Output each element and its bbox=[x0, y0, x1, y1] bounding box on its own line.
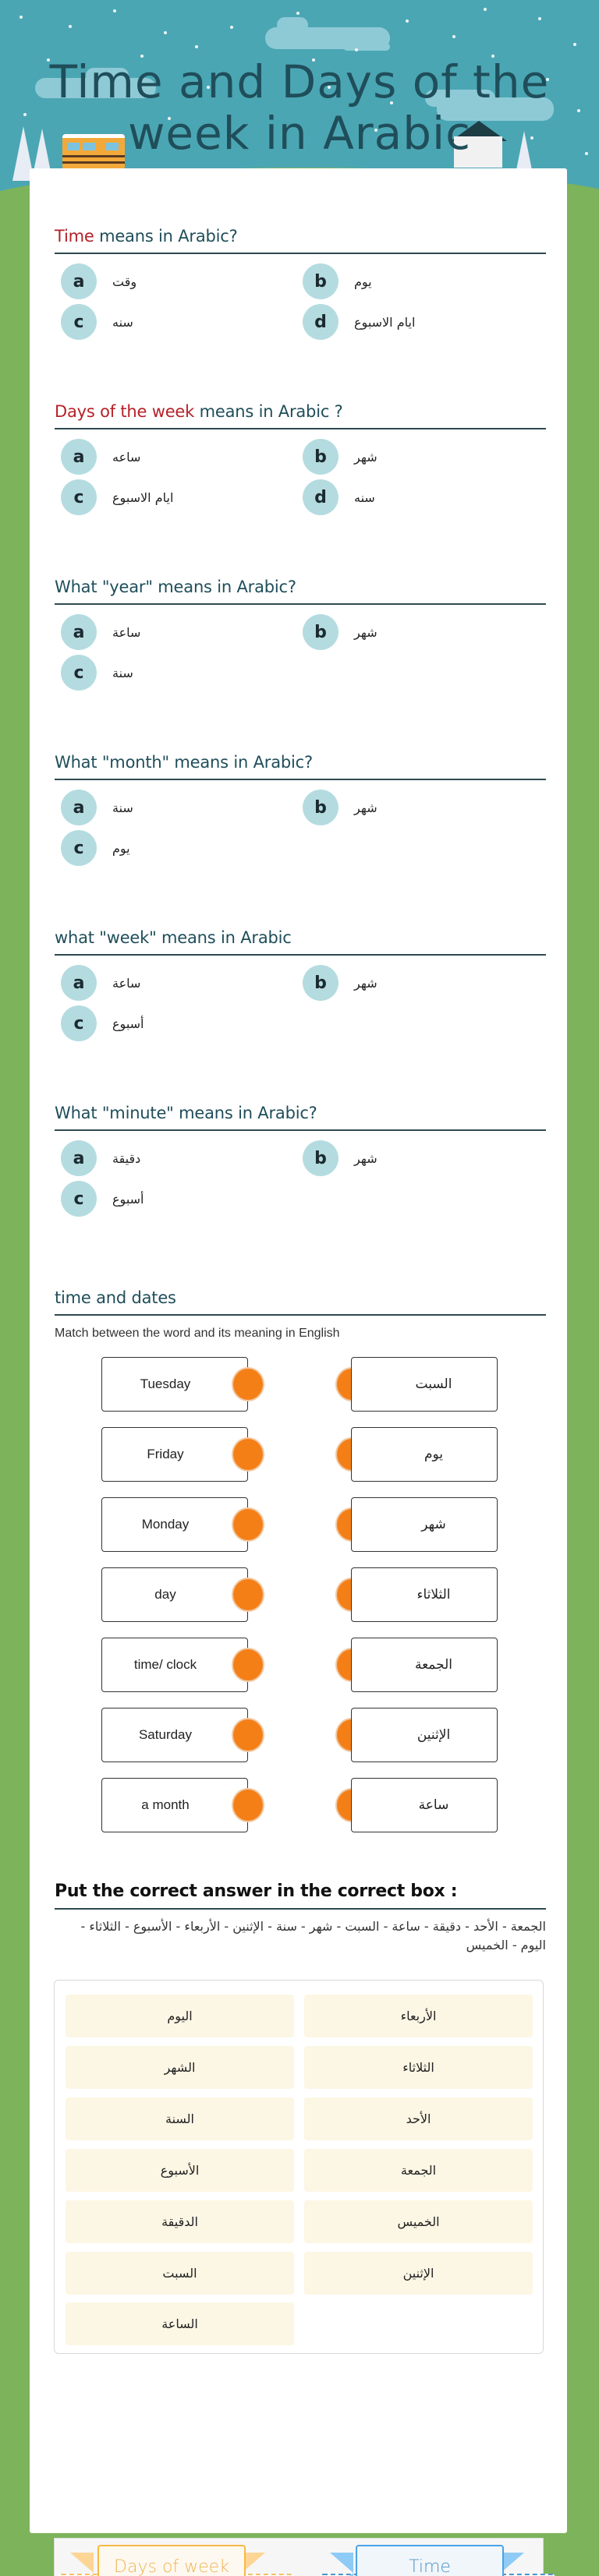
match-connector-dot[interactable] bbox=[232, 1367, 264, 1401]
question-2 bbox=[55, 400, 546, 507]
match-row bbox=[55, 1567, 546, 1622]
draggable-chip[interactable]: الساعة bbox=[66, 2302, 294, 2345]
divider bbox=[55, 1314, 546, 1316]
option-b[interactable] bbox=[303, 965, 537, 1001]
option-text: سنه bbox=[354, 489, 375, 505]
divider bbox=[55, 779, 546, 780]
option-text: وقت bbox=[112, 274, 137, 289]
option-text: ايام الاسبوع bbox=[112, 489, 174, 505]
matching-instruction: Match between the word and its meaning in English bbox=[55, 1327, 340, 1340]
option-letter: b bbox=[303, 965, 338, 1001]
option-text: أسبوع bbox=[112, 1016, 144, 1031]
option-text: يوم bbox=[354, 274, 372, 289]
draggable-chip[interactable]: اليوم bbox=[66, 1995, 294, 2037]
bin-label-time: Time bbox=[356, 2545, 504, 2576]
draggable-chip[interactable]: الدقيقة bbox=[66, 2200, 294, 2243]
ribbon-tail-icon bbox=[501, 2553, 524, 2576]
question-heading bbox=[55, 751, 546, 774]
match-row bbox=[55, 1497, 546, 1552]
sorting-exercise bbox=[30, 1878, 567, 2576]
divider bbox=[55, 1129, 546, 1131]
question-heading bbox=[55, 1101, 546, 1125]
match-item-left[interactable]: Monday bbox=[101, 1497, 248, 1552]
match-item-left[interactable]: Friday bbox=[101, 1427, 248, 1482]
divider bbox=[55, 954, 546, 956]
option-text: أسبوع bbox=[112, 1191, 144, 1207]
question-text: means in Arabic ? bbox=[194, 402, 343, 421]
option-b[interactable] bbox=[303, 439, 537, 475]
option-letter: c bbox=[61, 830, 97, 866]
option-text: ايام الاسبوع bbox=[354, 314, 416, 330]
draggable-chip[interactable]: السنة bbox=[66, 2097, 294, 2140]
match-item-left[interactable]: Tuesday bbox=[101, 1357, 248, 1412]
matching-exercise bbox=[55, 1286, 546, 1813]
question-text: what "week" means in Arabic bbox=[55, 928, 292, 947]
cloud-decoration bbox=[343, 43, 390, 51]
question-text: means in Arabic? bbox=[94, 227, 238, 246]
option-letter: b bbox=[303, 1140, 338, 1176]
option-c[interactable] bbox=[61, 830, 295, 866]
match-item-right[interactable]: السبت bbox=[351, 1357, 498, 1412]
cloud-decoration bbox=[277, 17, 308, 33]
match-item-left[interactable]: a month bbox=[101, 1778, 248, 1832]
matching-heading: time and dates bbox=[55, 1288, 176, 1307]
option-text: شهر bbox=[354, 1150, 377, 1166]
option-c[interactable] bbox=[61, 655, 295, 691]
option-a[interactable] bbox=[61, 263, 295, 299]
option-a[interactable] bbox=[61, 790, 295, 825]
draggable-chip[interactable]: الأربعاء bbox=[304, 1995, 533, 2037]
match-item-right[interactable]: الجمعة bbox=[351, 1638, 498, 1692]
option-c[interactable] bbox=[61, 304, 295, 340]
match-connector-dot[interactable] bbox=[232, 1648, 264, 1682]
option-c[interactable] bbox=[61, 479, 295, 515]
option-text: سنة bbox=[112, 800, 133, 815]
option-text: ساعة bbox=[112, 624, 141, 640]
match-connector-dot[interactable] bbox=[232, 1788, 264, 1822]
option-letter: b bbox=[303, 790, 338, 825]
question-3 bbox=[55, 575, 546, 683]
question-heading bbox=[55, 400, 546, 423]
option-letter: c bbox=[61, 655, 97, 691]
match-item-left[interactable]: Saturday bbox=[101, 1708, 248, 1762]
question-text: What "month" means in Arabic? bbox=[55, 753, 313, 772]
question-highlight: Days of the week bbox=[55, 402, 195, 421]
match-row bbox=[55, 1427, 546, 1482]
option-text: يوم bbox=[112, 840, 130, 856]
option-b[interactable] bbox=[303, 790, 537, 825]
option-d[interactable] bbox=[303, 304, 537, 340]
match-connector-dot[interactable] bbox=[232, 1437, 264, 1472]
option-text: ساعه bbox=[112, 449, 141, 465]
match-connector-dot[interactable] bbox=[232, 1578, 264, 1612]
option-letter: a bbox=[61, 614, 97, 650]
draggable-chip[interactable]: الأسبوع bbox=[66, 2149, 294, 2192]
option-d[interactable] bbox=[303, 479, 537, 515]
option-c[interactable] bbox=[61, 1181, 295, 1217]
option-text: شهر bbox=[354, 624, 377, 640]
option-b[interactable] bbox=[303, 1140, 537, 1176]
match-connector-dot[interactable] bbox=[232, 1718, 264, 1752]
question-text: What "year" means in Arabic? bbox=[55, 578, 296, 596]
page-title: Time and Days of the week in Arabic bbox=[49, 55, 550, 160]
option-a[interactable] bbox=[61, 439, 295, 475]
match-item-right[interactable]: يوم bbox=[351, 1427, 498, 1482]
option-letter: d bbox=[303, 479, 338, 515]
option-text: سنه bbox=[112, 314, 133, 330]
match-item-right[interactable]: الثلاثاء bbox=[351, 1567, 498, 1622]
draggable-chip[interactable]: الأحد bbox=[304, 2097, 533, 2140]
option-letter: c bbox=[61, 304, 97, 340]
option-text: ساعة bbox=[112, 975, 141, 991]
divider bbox=[55, 253, 546, 254]
option-a[interactable] bbox=[61, 1140, 295, 1176]
option-letter: a bbox=[61, 1140, 97, 1176]
option-letter: d bbox=[303, 304, 338, 340]
option-text: شهر bbox=[354, 800, 377, 815]
option-letter: a bbox=[61, 790, 97, 825]
header-banner bbox=[0, 0, 599, 195]
match-item-right[interactable]: ساعة bbox=[351, 1778, 498, 1832]
question-highlight: Time bbox=[55, 227, 94, 246]
word-list: الجمعة - الأحد - دقيقة - ساعة - السبت - شهر - سنة - الإثنين - الأربعاء - الأسبوع - الثلاثاء - اليوم - الخميس bbox=[80, 1919, 546, 1952]
draggable-chip[interactable]: الشهر bbox=[66, 2046, 294, 2089]
ribbon-tail-icon bbox=[70, 2553, 94, 2576]
match-item-right[interactable]: شهر bbox=[351, 1497, 498, 1552]
match-row bbox=[55, 1638, 546, 1692]
option-a[interactable] bbox=[61, 965, 295, 1001]
question-5 bbox=[55, 926, 546, 1034]
ribbon-tail-icon bbox=[330, 2553, 353, 2576]
divider bbox=[55, 603, 546, 605]
option-text: شهر bbox=[354, 449, 377, 465]
match-row bbox=[55, 1778, 546, 1832]
option-letter: b bbox=[303, 614, 338, 650]
match-item-left[interactable]: time/ clock bbox=[101, 1638, 248, 1692]
option-letter: b bbox=[303, 263, 338, 299]
question-1 bbox=[55, 224, 546, 332]
match-connector-dot[interactable] bbox=[232, 1507, 264, 1542]
match-item-left[interactable]: day bbox=[101, 1567, 248, 1622]
option-letter: a bbox=[61, 965, 97, 1001]
draggable-chip[interactable]: الإثنين bbox=[304, 2252, 533, 2295]
match-row bbox=[55, 1357, 546, 1412]
draggable-chip[interactable]: السبت bbox=[66, 2252, 294, 2295]
sorting-heading: Put the correct answer in the correct box : bbox=[55, 1882, 458, 1901]
option-text: شهر bbox=[354, 975, 377, 991]
question-heading bbox=[55, 575, 546, 599]
option-letter: c bbox=[61, 1181, 97, 1217]
option-b[interactable] bbox=[303, 614, 537, 650]
match-row bbox=[55, 1708, 546, 1762]
worksheet-card bbox=[30, 168, 567, 2576]
draggable-chip[interactable]: الجمعة bbox=[304, 2149, 533, 2192]
option-letter: c bbox=[61, 1005, 97, 1041]
option-letter: b bbox=[303, 439, 338, 475]
divider bbox=[55, 428, 546, 429]
option-c[interactable] bbox=[61, 1005, 295, 1041]
option-letter: a bbox=[61, 439, 97, 475]
option-letter: c bbox=[61, 479, 97, 515]
option-letter: a bbox=[61, 263, 97, 299]
match-item-right[interactable]: الإثنين bbox=[351, 1708, 498, 1762]
question-heading bbox=[55, 926, 546, 949]
question-heading bbox=[55, 224, 546, 248]
divider bbox=[55, 1908, 546, 1910]
draggable-chip[interactable]: الثلاثاء bbox=[304, 2046, 533, 2089]
option-text: دقيقة bbox=[112, 1150, 141, 1166]
chip-panel bbox=[54, 1980, 544, 2354]
option-a[interactable] bbox=[61, 614, 295, 650]
drop-bins bbox=[54, 2538, 544, 2576]
option-b[interactable] bbox=[303, 263, 537, 299]
question-text: What "minute" means in Arabic? bbox=[55, 1104, 317, 1122]
option-text: سنة bbox=[112, 665, 133, 680]
bin-label-days-of-week: Days of week bbox=[97, 2545, 246, 2576]
question-4 bbox=[55, 751, 546, 858]
question-6 bbox=[55, 1101, 546, 1209]
draggable-chip[interactable]: الخميس bbox=[304, 2200, 533, 2243]
